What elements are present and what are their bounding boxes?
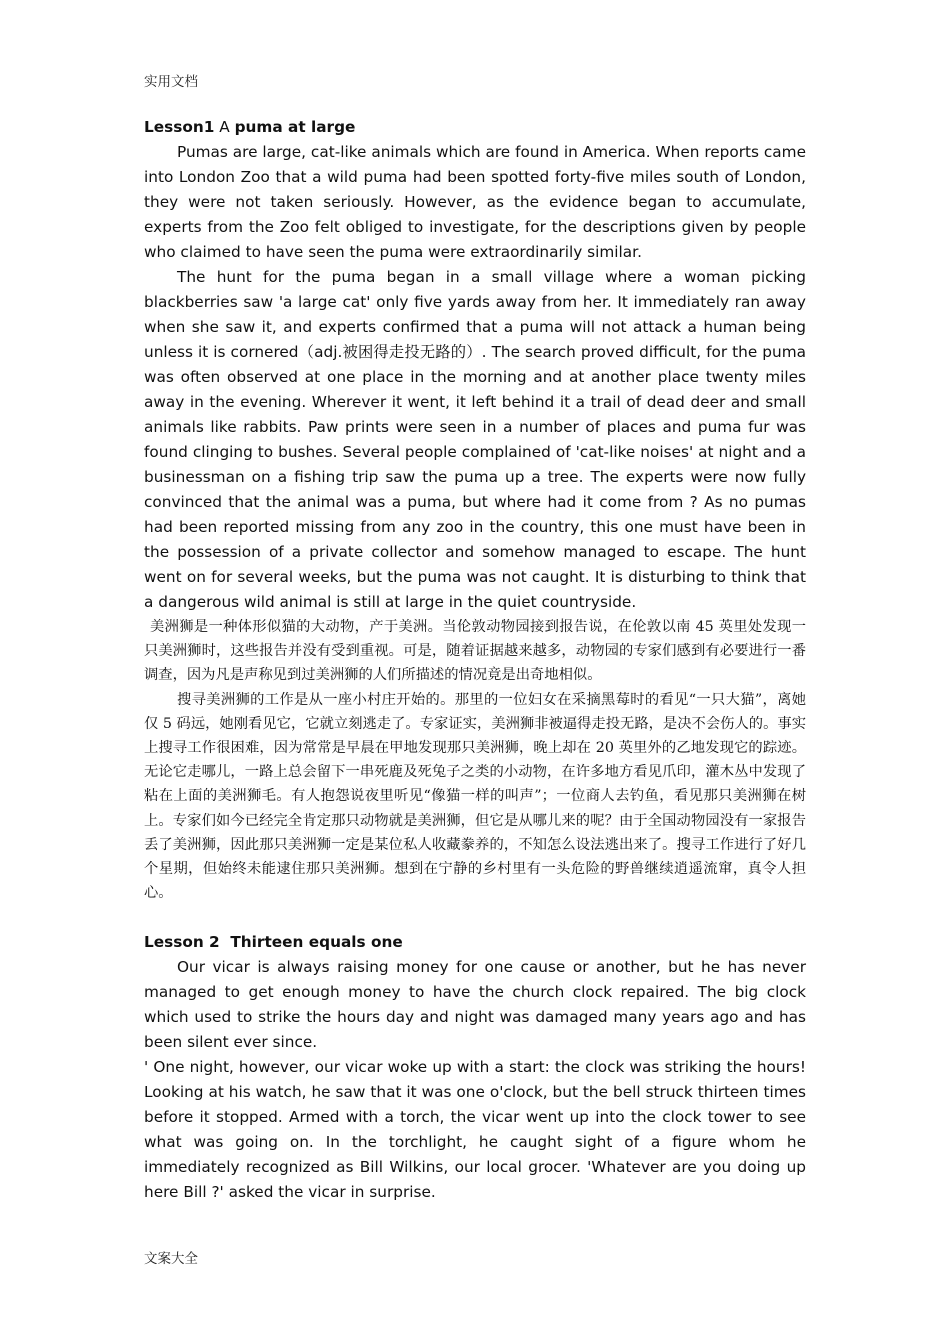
lesson1-title [144, 115, 806, 140]
lesson1-paragraph-zh: 美洲狮是一种体形似猫的大动物，产于美洲。当伦敦动物园接到报告说，在伦敦以南 45 英里处发现一只美洲狮时，这些报告并没有受到重视。可是，随着证据越来越多，动物园的专家们感到有必要进行一番调查，因为凡是声称见到过美洲狮的人们所描述的情况竟是出奇地相似。 [144, 619, 806, 684]
lesson1-title-article: A [219, 118, 230, 136]
section-gap [144, 905, 806, 930]
lesson2-paragraph-en: Our vicar is always raising money for one cause or another, but he has never managed to get enough money to have the church clock repaired. The big clock which used to strike the hours day and night was damaged many years ago and has been silent ever since. [144, 958, 806, 1052]
lesson2-title [144, 930, 806, 955]
lesson1-title-text: puma at large [234, 118, 356, 136]
lesson1-label: Lesson1 [144, 118, 215, 136]
lesson2-title-text: Lesson 2 Thirteen equals one [144, 933, 403, 952]
lesson1-paragraph-en: The hunt for the puma began in a small village where a woman picking blackberries saw 'a large cat' only five yards away from her. It immediately ran away when she saw it, and experts confirmed that a puma will not attack a human being unless it is cornered（adj.被困得走投无路的）. The search proved difficult, for the puma was often observed at one place in the morning and at another place twenty miles away in the evening. Wherever it went, it left behind it a trail of dead deer and small animals like rabbits. Paw prints were seen in a number of places and puma fur was found clinging to bushes. Several people complained of 'cat-like noises' at night and a businessman on a fishing trip saw the puma up a tree. The experts were now fully convinced that the animal was a puma, but where had it come from ? As no pumas had been reported missing from any zoo in the country, this one must have been in the possession of a private collector and somehow managed to escape. The hunt went on for several weeks, but the puma was not caught. It is disturbing to think that a dangerous wild animal is still at large in the quiet countryside. [144, 268, 806, 611]
document-body [144, 115, 806, 1205]
page-footer: 文案大全 [144, 1251, 198, 1267]
lesson1-paragraph-zh: 搜寻美洲狮的工作是从一座小村庄开始的。那里的一位妇女在采摘黑莓时的看见“一只大猫”，离她仅 5 码远，她刚看见它，它就立刻逃走了。专家证实，美洲狮非被逼得走投无路，是决不会伤人的。事实上搜寻工作很困难，因为常常是早晨在甲地发现那只美洲狮，晚上却在 20 英里外的乙地发现它的踪迹。无论它走哪儿，一路上总会留下一串死鹿及死兔子之类的小动物，在许多地方看见爪印，灌木丛中发现了粘在上面的美洲狮毛。有人抱怨说夜里听见“像猫一样的叫声”；一位商人去钓鱼，看见那只美洲狮在树上。专家们如今已经完全肯定那只动物就是美洲狮，但它是从哪儿来的呢？由于全国动物园没有一家报告丢了美洲狮，因此那只美洲狮一定是某位私人收藏豢养的，不知怎么设法逃出来了。搜寻工作进行了好几个星期，但始终未能逮住那只美洲狮。想到在宁静的乡村里有一头危险的野兽继续逍遥流窜，真令人担心。 [144, 691, 806, 902]
lesson2-paragraph-en: ' One night, however, our vicar woke up with a start: the clock was striking the hours! Looking at his watch, he saw that it was one o'clock, but the bell struck thirteen times before it stopped. Armed with a torch, the vicar went up into the clock tower to see what was going on. In the torchlight, he caught sight of a figure whom he immediately recognized as Bill Wilkins, our local grocer. 'Whatever are you doing up here Bill ?' asked the vicar in surprise. [144, 1058, 806, 1202]
lesson1-paragraph-en: Pumas are large, cat-like animals which are found in America. When reports came into London Zoo that a wild puma had been spotted forty-five miles south of London, they were not taken seriously. However, as the evidence began to accumulate, experts from the Zoo felt obliged to investigate, for the descriptions given by people who claimed to have seen the puma were extraordinarily similar. [144, 143, 806, 261]
page-header: 实用文档 [144, 74, 198, 90]
